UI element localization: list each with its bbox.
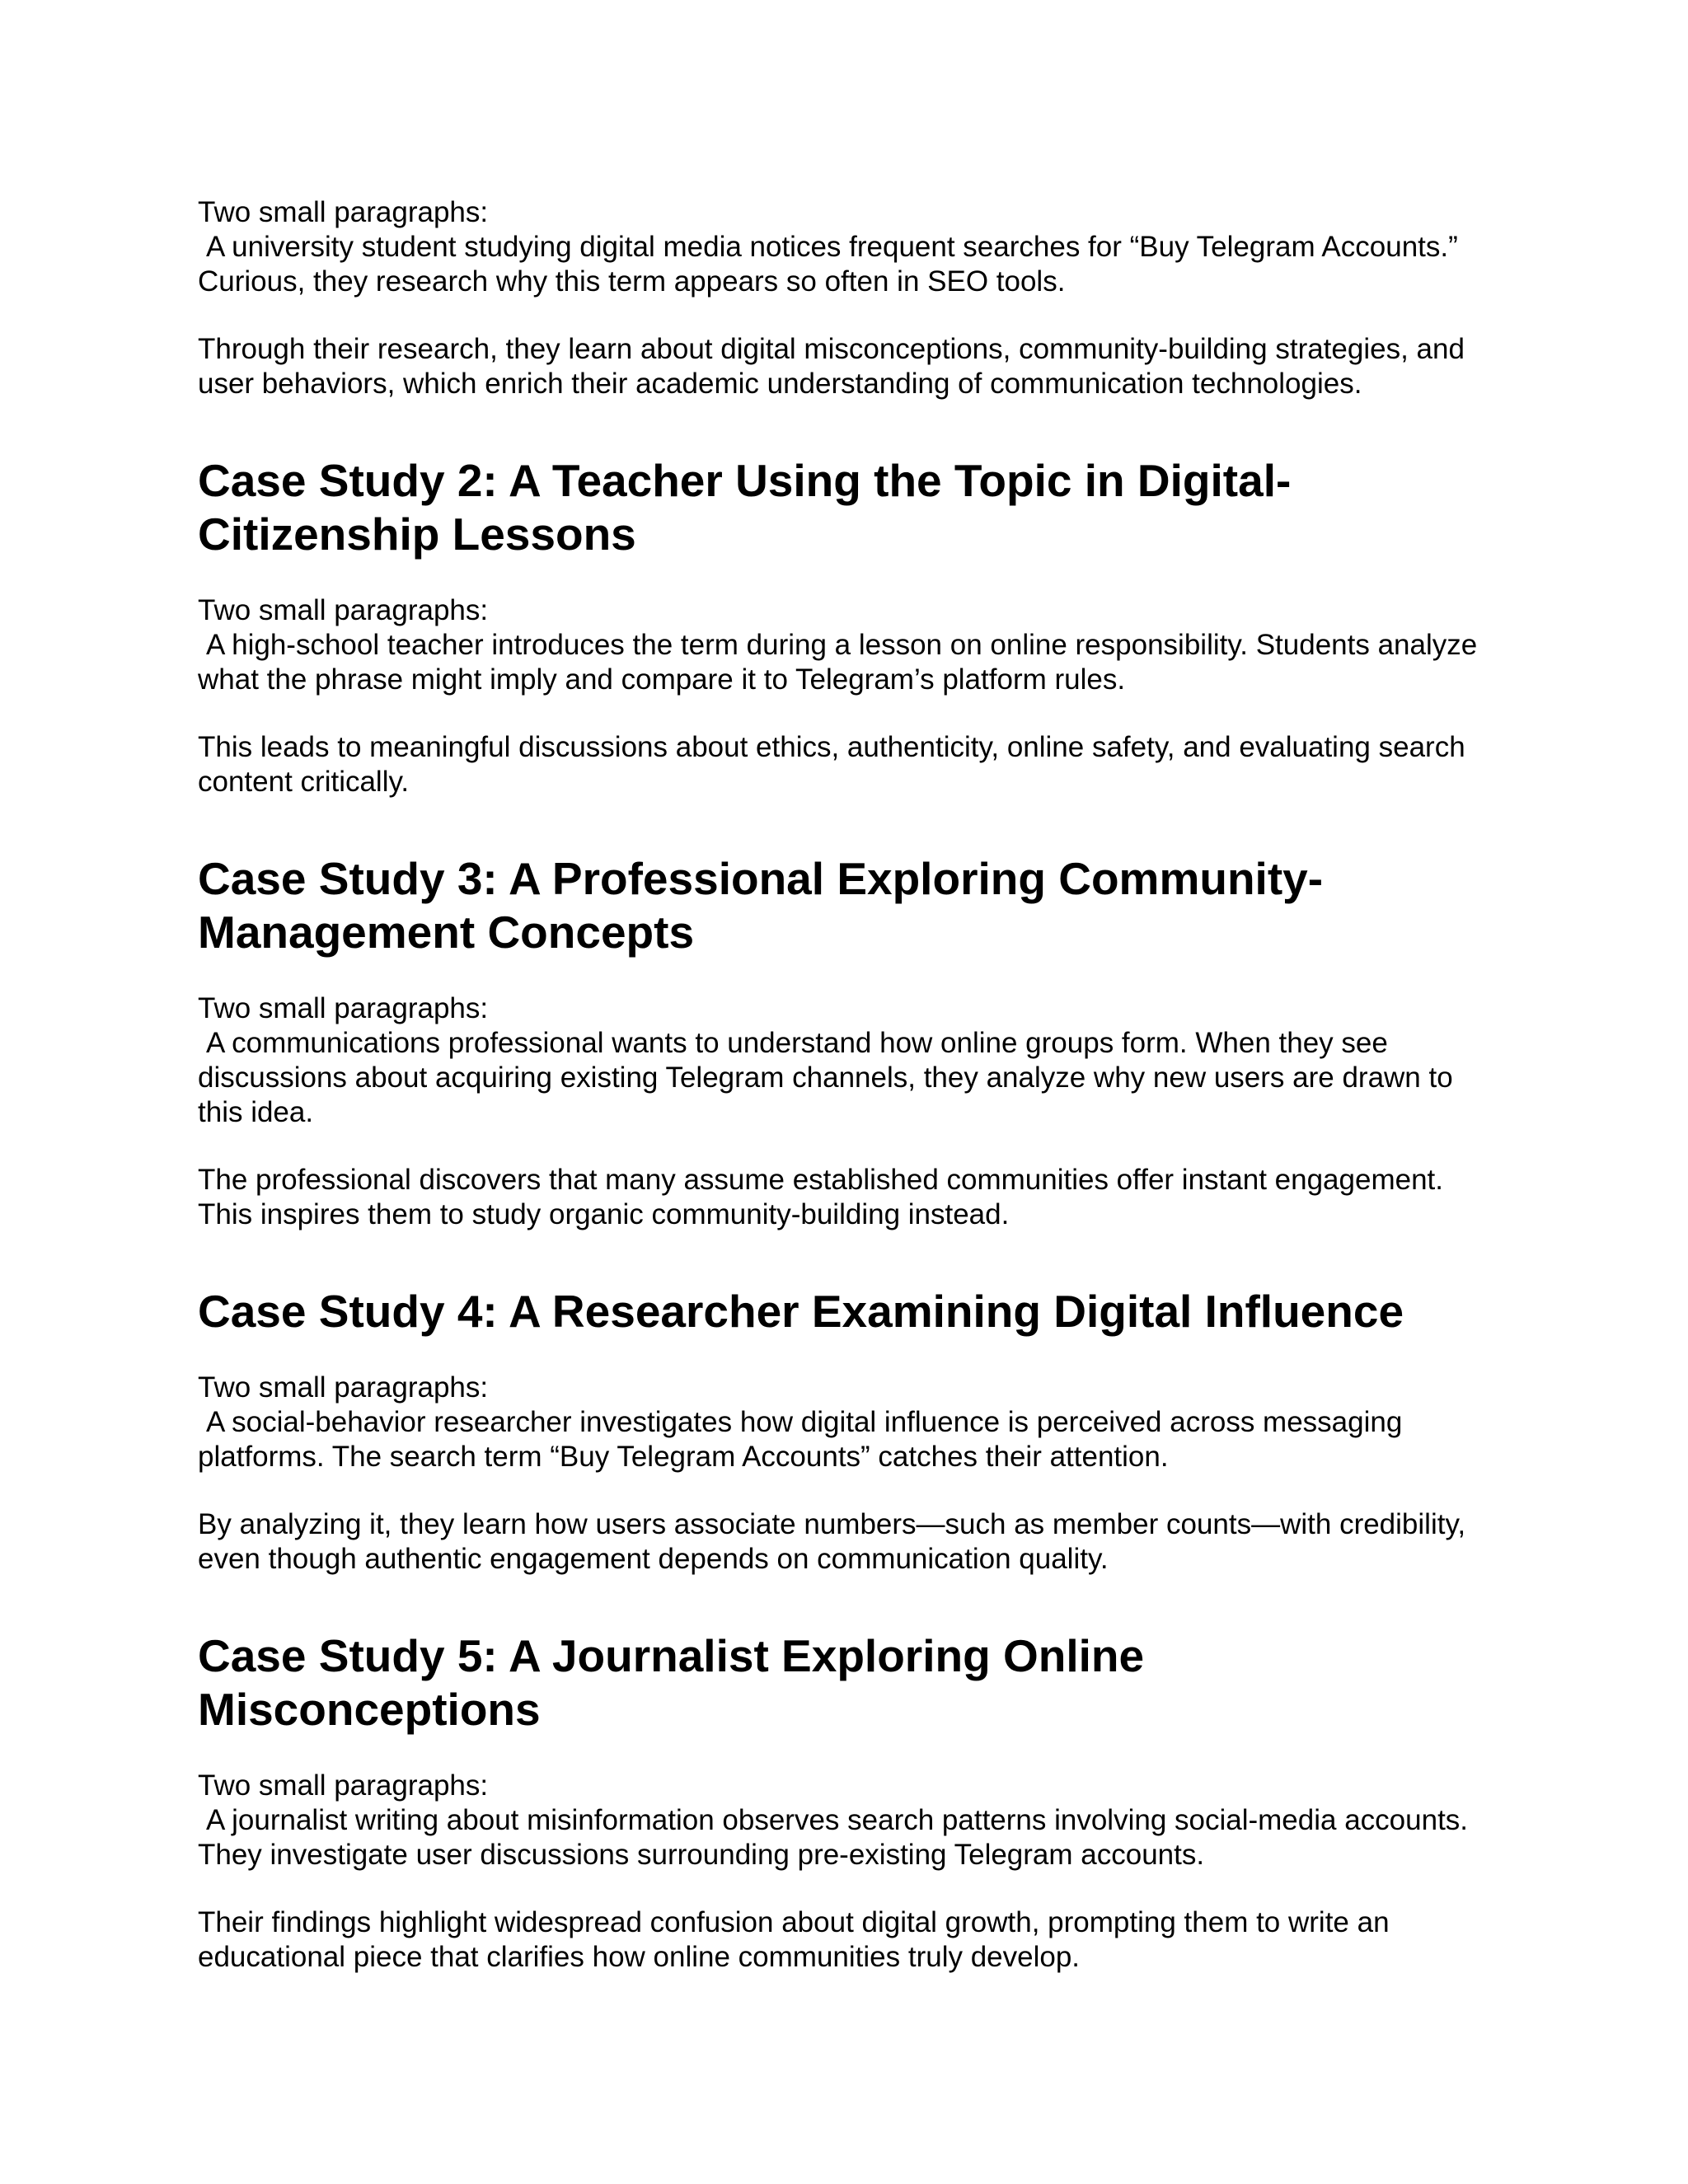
- paragraph: Through their research, they learn about digital misconceptions, community-building strategies, and user behaviors, which enrich their academic understanding of communication technologies.: [198, 333, 1473, 400]
- case-study-3: [198, 852, 1500, 1232]
- paragraph: A communications professional wants to understand how online groups form. When they see discussions about acquiring existing Telegram channels, they analyze why new users are drawn to this idea.: [198, 1027, 1461, 1128]
- case-study-heading: Case Study 4: A Researcher Examining Digital Influence: [198, 1286, 1404, 1337]
- paragraph: A high-school teacher introduces the term during a lesson on online responsibility. Students analyze what the phrase might imply and compare it to Telegram’s platform rules.: [198, 629, 1485, 696]
- paragraph: This leads to meaningful discussions about ethics, authenticity, online safety, and evaluating search content critically.: [198, 731, 1474, 798]
- section-label: Two small paragraphs:: [198, 196, 489, 228]
- case-study-5: [198, 1629, 1500, 1975]
- case-study-heading: Case Study 5: A Journalist Exploring Online Misconceptions: [198, 1630, 1145, 1735]
- paragraph: By analyzing it, they learn how users associate numbers—such as member counts—with credibility, even though authentic engagement depends on communication quality.: [198, 1508, 1474, 1575]
- paragraph: Their findings highlight widespread confusion about digital growth, prompting them to write an educational piece that clarifies how online communities truly develop.: [198, 1906, 1398, 1973]
- intro-section: [198, 194, 1500, 401]
- paragraph: The professional discovers that many assume established communities offer instant engagement. This inspires them to study organic community-building instead.: [198, 1164, 1451, 1230]
- section-label: Two small paragraphs:: [198, 1371, 489, 1404]
- case-study-heading: Case Study 3: A Professional Exploring Community-Management Concepts: [198, 853, 1324, 958]
- section-label: Two small paragraphs:: [198, 1769, 489, 1802]
- paragraph: A university student studying digital media notices frequent searches for “Buy Telegram Accounts.” Curious, they research why this term appears so often in SEO tools.: [198, 231, 1466, 298]
- paragraph: A journalist writing about misinformation observes search patterns involving social-media accounts. They investigate user discussions surrounding pre-existing Telegram accounts.: [198, 1804, 1476, 1871]
- section-label: Two small paragraphs:: [198, 594, 489, 626]
- paragraph: A social-behavior researcher investigates how digital influence is perceived across messaging platforms. The search term “Buy Telegram Accounts” catches their attention.: [198, 1406, 1411, 1473]
- document-page: [198, 194, 1500, 1975]
- section-label: Two small paragraphs:: [198, 992, 489, 1024]
- case-study-2: [198, 454, 1500, 799]
- case-study-4: [198, 1285, 1500, 1577]
- case-study-heading: Case Study 2: A Teacher Using the Topic in Digital-Citizenship Lessons: [198, 455, 1292, 560]
